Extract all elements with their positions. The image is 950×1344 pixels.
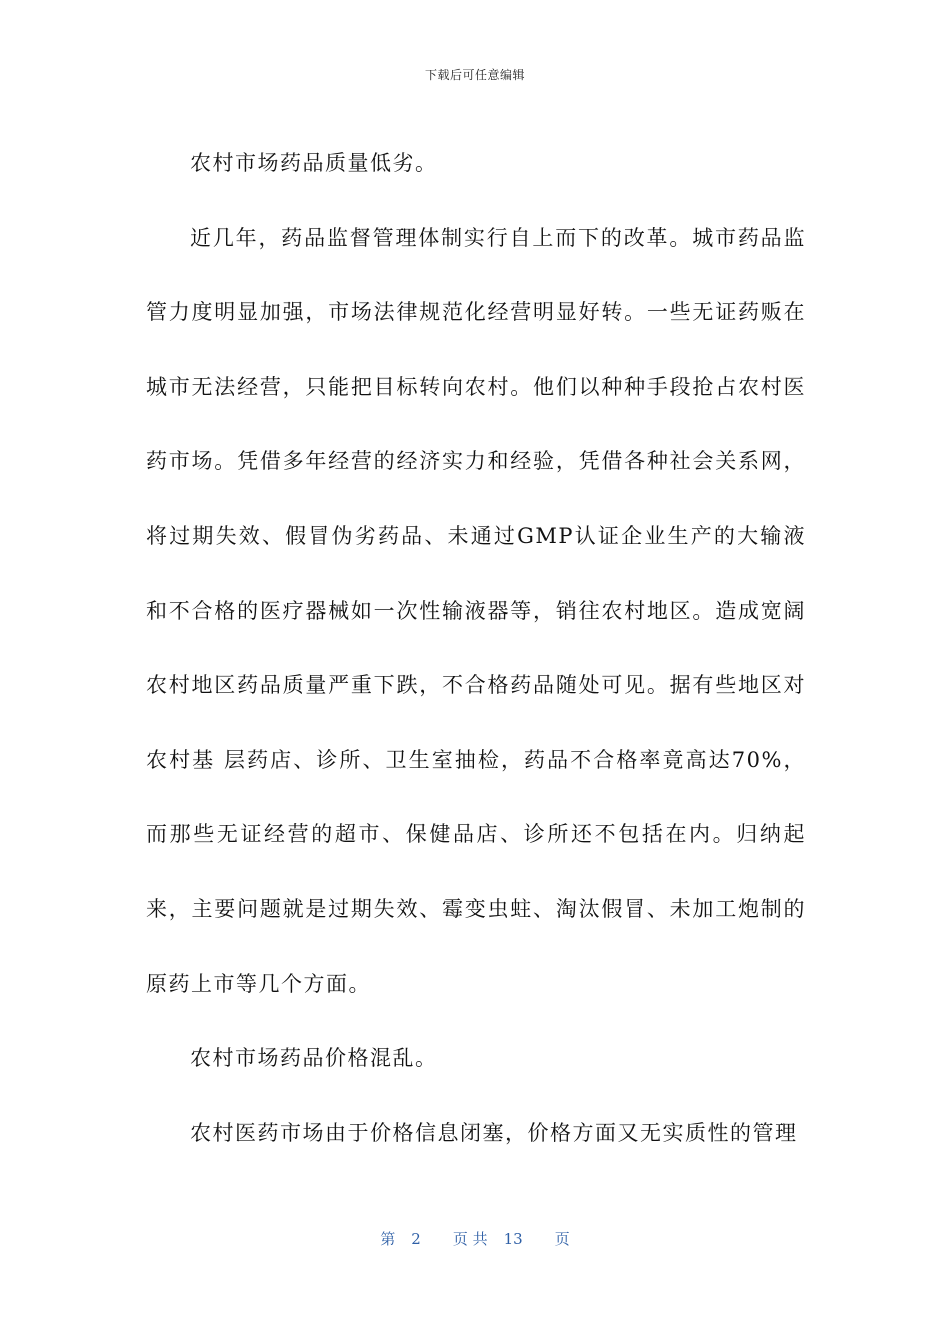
page-header: 下载后可任意编辑 [424, 68, 525, 82]
paragraph-quality-heading: 农村市场药品质量低劣。 [190, 151, 438, 175]
page-number-mid: 页 共 [452, 1230, 488, 1248]
paragraph-price-body: 农村医药市场由于价格信息闭塞，价格方面又无实质性的管理 [190, 1120, 798, 1145]
page-number-suffix: 页 [554, 1230, 570, 1248]
paragraph-price-heading: 农村市场药品价格混乱。 [190, 1046, 438, 1071]
document-body [146, 126, 806, 1170]
paragraph-quality-body: 近几年，药品监督管理体制实行自上而下的改革。城市药品监管力度明显加强，市场法律规范化经营明显好转。一些无证药贩在城市无法经营，只能把目标转向农村。他们以种种手段抢占农村医药市场。凭借多年经营的经济实力和经验，凭借各种社会关系网，将过期失效、假冒伪劣药品、未通过GMP认证企业生产的大输液和不合格的医疗器械如一次性输液器等，销往农村地区。造成宽阔农村地区药品质量严重下跌，不合格药品随处可见。据有些地区对农村基 层药店、诊所、卫生室抽检，药品不合格率竟高达70%，而那些无证经营的超市、保健品店、诊所还不包括在内。归纳起来，主要问题就是过期失效、霉变虫蛀、淘汰假冒、未加工炮制的原药上市等几个方面。 [146, 225, 806, 996]
page-footer [0, 1228, 950, 1249]
page-number-total: 13 [503, 1230, 523, 1248]
page-number-current: 2 [411, 1230, 421, 1248]
page-number-prefix: 第 [380, 1230, 396, 1248]
